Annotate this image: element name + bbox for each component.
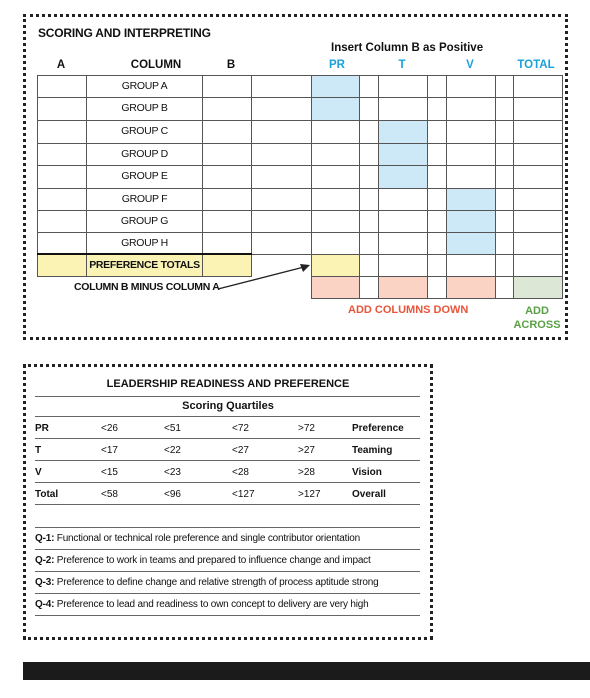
score-cell[interactable] (37, 97, 87, 121)
score-cell[interactable] (427, 165, 447, 189)
quartile-value: <27 (232, 445, 249, 456)
quartile-label: Teaming (352, 445, 393, 456)
score-cell[interactable] (446, 188, 496, 211)
arrow-icon (216, 261, 316, 293)
quartile-note (35, 533, 360, 544)
sum-cell[interactable] (359, 276, 379, 299)
score-cell[interactable] (513, 143, 563, 166)
note-text: Functional or technical role preference and single contributor orientation (54, 533, 360, 544)
divider (35, 571, 420, 572)
score-cell[interactable] (202, 165, 252, 189)
note-text: Preference to work in teams and prepared to influence change and impact (54, 555, 371, 566)
note-text: Preference to define change and relative strength of process aptitude strong (54, 577, 379, 588)
score-cell[interactable] (202, 143, 252, 166)
score-cell[interactable] (427, 188, 447, 211)
add-across-line1: ADD (525, 305, 549, 317)
add-columns-down: ADD COLUMNS DOWN (348, 304, 469, 316)
header-v: V (466, 59, 474, 71)
group-label: GROUP A (86, 75, 203, 98)
sum-cell[interactable] (513, 276, 563, 299)
quartile-value: >72 (298, 423, 315, 434)
score-cell[interactable] (37, 188, 87, 211)
score-cell[interactable] (37, 232, 87, 255)
group-label: GROUP H (86, 232, 203, 255)
score-cell[interactable] (359, 75, 379, 98)
note-code: Q-2: (35, 555, 55, 566)
header-pr: PR (329, 59, 345, 71)
score-cell[interactable] (446, 97, 496, 121)
score-cell[interactable] (311, 210, 360, 233)
quartile-value: >127 (298, 489, 321, 500)
score-cell[interactable] (427, 143, 447, 166)
score-cell[interactable] (202, 120, 252, 144)
score-cell[interactable] (202, 232, 252, 255)
total-cell[interactable] (427, 254, 447, 277)
divider (35, 549, 420, 550)
score-cell[interactable] (495, 143, 514, 166)
quartile-value: <96 (164, 489, 181, 500)
score-cell[interactable] (311, 97, 360, 121)
divider (35, 416, 420, 417)
score-cell[interactable] (311, 232, 360, 255)
score-cell[interactable] (251, 188, 312, 211)
header-a: A (56, 59, 66, 71)
quartile-note (35, 599, 369, 610)
quartile-value: >28 (298, 467, 315, 478)
totals-divider (37, 253, 252, 255)
score-cell[interactable] (495, 188, 514, 211)
group-label: GROUP F (86, 188, 203, 211)
score-cell[interactable] (359, 188, 379, 211)
add-across (512, 304, 562, 332)
score-cell[interactable] (359, 210, 379, 233)
score-cell[interactable] (251, 143, 312, 166)
score-cell[interactable] (202, 210, 252, 233)
group-label: GROUP C (86, 120, 203, 144)
quartile-label: Preference (352, 423, 404, 434)
score-cell[interactable] (513, 210, 563, 233)
score-cell[interactable] (251, 75, 312, 98)
divider (35, 460, 420, 461)
score-cell[interactable] (311, 75, 360, 98)
sum-cell[interactable] (311, 276, 360, 299)
score-cell[interactable] (513, 165, 563, 189)
quartile-key: Total (35, 489, 59, 500)
score-cell[interactable] (37, 165, 87, 189)
score-cell[interactable] (37, 143, 87, 166)
group-label: GROUP D (86, 143, 203, 166)
score-cell[interactable] (378, 232, 428, 255)
add-across-line2: ACROSS (513, 319, 561, 331)
score-cell[interactable] (378, 188, 428, 211)
score-cell[interactable] (311, 165, 360, 189)
total-cell[interactable] (513, 254, 563, 277)
quartile-value: <127 (232, 489, 255, 500)
score-cell[interactable] (446, 165, 496, 189)
quartile-value: <58 (101, 489, 118, 500)
score-cell[interactable] (37, 75, 87, 98)
readiness-section (23, 364, 433, 640)
total-cell[interactable] (378, 254, 428, 277)
score-cell[interactable] (251, 120, 312, 144)
score-cell[interactable] (378, 165, 428, 189)
score-cell[interactable] (37, 120, 87, 144)
insert-note: Insert Column B as Positive (331, 42, 484, 54)
score-cell[interactable] (202, 97, 252, 121)
score-cell[interactable] (427, 75, 447, 98)
score-cell[interactable] (359, 232, 379, 255)
quartile-value: <17 (101, 445, 118, 456)
scoring-section (23, 14, 568, 340)
score-cell[interactable] (378, 120, 428, 144)
quartile-note (35, 577, 378, 588)
quartiles-subtitle: Scoring Quartiles (182, 400, 274, 412)
divider (35, 527, 420, 528)
group-label: GROUP E (86, 165, 203, 189)
pref-total-a-cell[interactable] (37, 254, 87, 277)
quartile-value: <22 (164, 445, 181, 456)
score-cell[interactable] (311, 188, 360, 211)
quartile-label: Overall (352, 489, 386, 500)
score-cell[interactable] (202, 75, 252, 98)
divider (35, 615, 420, 616)
score-cell[interactable] (311, 143, 360, 166)
sum-cell[interactable] (378, 276, 428, 299)
quartile-value: <23 (164, 467, 181, 478)
note-code: Q-4: (35, 599, 55, 610)
score-cell[interactable] (378, 210, 428, 233)
score-cell[interactable] (251, 165, 312, 189)
quartile-key: V (35, 467, 42, 478)
score-cell[interactable] (202, 188, 252, 211)
quartile-note (35, 555, 371, 566)
divider (35, 504, 420, 505)
score-cell[interactable] (251, 232, 312, 255)
score-cell[interactable] (311, 120, 360, 144)
score-cell[interactable] (495, 75, 514, 98)
score-cell[interactable] (513, 75, 563, 98)
total-cell[interactable] (311, 254, 360, 277)
total-cell[interactable] (495, 254, 514, 277)
score-cell[interactable] (378, 75, 428, 98)
header-b: B (226, 59, 236, 71)
preference-totals-label: PREFERENCE TOTALS (86, 254, 203, 277)
score-cell[interactable] (251, 210, 312, 233)
readiness-title: LEADERSHIP READINESS AND PREFERENCE (106, 378, 350, 390)
quartile-value: <51 (164, 423, 181, 434)
header-total: TOTAL (517, 59, 555, 71)
quartile-value: >27 (298, 445, 315, 456)
score-cell[interactable] (495, 97, 514, 121)
header-t: T (398, 59, 406, 71)
divider (35, 396, 420, 397)
score-cell[interactable] (359, 120, 379, 144)
group-label: GROUP B (86, 97, 203, 121)
score-cell[interactable] (427, 232, 447, 255)
quartile-value: <26 (101, 423, 118, 434)
score-cell[interactable] (446, 120, 496, 144)
footer-bar (23, 662, 590, 680)
score-cell[interactable] (427, 97, 447, 121)
sum-cell[interactable] (427, 276, 447, 299)
score-cell[interactable] (495, 232, 514, 255)
score-cell[interactable] (446, 143, 496, 166)
note-code: Q-3: (35, 577, 55, 588)
quartile-value: <15 (101, 467, 118, 478)
score-cell[interactable] (251, 97, 312, 121)
sum-cell[interactable] (495, 276, 514, 299)
score-cell[interactable] (359, 143, 379, 166)
score-cell[interactable] (513, 232, 563, 255)
score-cell[interactable] (37, 210, 87, 233)
score-cell[interactable] (446, 232, 496, 255)
divider (35, 438, 420, 439)
scoring-title: SCORING AND INTERPRETING (38, 26, 211, 40)
score-cell[interactable] (359, 97, 379, 121)
sum-cell[interactable] (446, 276, 496, 299)
header-column: COLUMN (130, 59, 182, 71)
quartile-value: <28 (232, 467, 249, 478)
score-cell[interactable] (513, 188, 563, 211)
group-label: GROUP G (86, 210, 203, 233)
score-cell[interactable] (427, 120, 447, 144)
score-cell[interactable] (378, 97, 428, 121)
quartile-value: <72 (232, 423, 249, 434)
score-cell[interactable] (513, 120, 563, 144)
quartile-key: PR (35, 423, 49, 434)
score-cell[interactable] (495, 210, 514, 233)
total-cell[interactable] (359, 254, 379, 277)
note-text: Preference to lead and readiness to own concept to delivery are very high (54, 599, 369, 610)
note-code: Q-1: (35, 533, 55, 544)
quartile-key: T (35, 445, 42, 456)
score-cell[interactable] (427, 210, 447, 233)
total-cell[interactable] (446, 254, 496, 277)
quartile-label: Vision (352, 467, 382, 478)
score-cell[interactable] (446, 210, 496, 233)
score-cell[interactable] (378, 143, 428, 166)
minus-label: COLUMN B MINUS COLUMN A (74, 281, 220, 293)
score-cell[interactable] (446, 75, 496, 98)
divider (35, 482, 420, 483)
score-cell[interactable] (513, 97, 563, 121)
score-cell[interactable] (359, 165, 379, 189)
score-cell[interactable] (495, 120, 514, 144)
divider (35, 593, 420, 594)
score-cell[interactable] (495, 165, 514, 189)
